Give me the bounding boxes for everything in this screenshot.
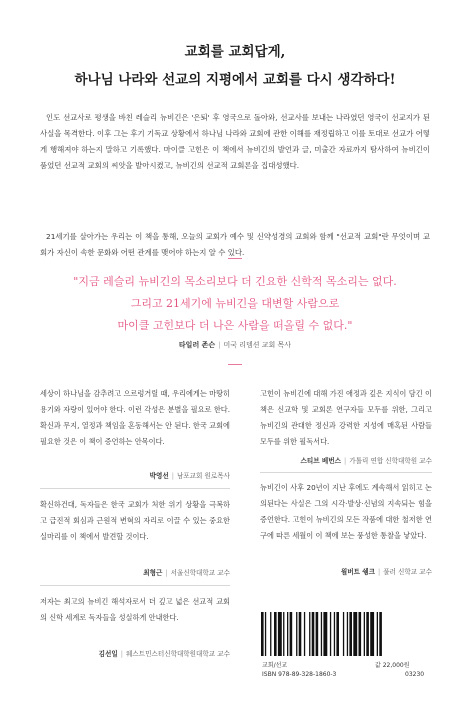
- endorsement-attribution: 윌버트 쉥크 | 풀러 신학교 교수: [340, 568, 432, 576]
- quote-line-1: "지금 레슬리 뉴비긴의 목소리보다 더 긴요한 신학적 목소리는 없다.: [73, 275, 397, 288]
- endorsement-text: 저자는 최고의 뉴비긴 해석자로서 더 깊고 넓은 선교적 교회의 신학 세계로 독자들을 성실하게 안내한다.: [40, 597, 230, 622]
- quote-top-divider: [228, 258, 242, 259]
- barcode-code: 03230: [405, 671, 425, 678]
- endorsement-affiliation: 서울신학대학교 교수: [170, 569, 230, 577]
- quote-line-2: 그리고 21세기에 뉴비긴을 대변할 사람으로: [130, 297, 340, 310]
- endorsement-attribution: 최형근 | 서울신학대학교 교수: [143, 569, 230, 577]
- quote-author: 타일러 존슨: [178, 341, 216, 349]
- intro-paragraph-1: 인도 선교사로 평생을 바친 레슬리 뉴비긴은 '은퇴' 후 영국으로 돌아와, 선교사를 보내는 나라였던 영국이 선교지가 된 사실을 목격한다. 이후 그는 후기 기독교 상황에서 하나님 나라와 교회에 관한 이해를 재정립하고 이를 토대로 선교가 어떻게 행해져야 하는지 말하고 기록했다. 마이클 고힌은 이 책에서 뉴비긴의 발언과 글, 미출간 자료까지 탐사하여 뉴비긴이 품었던 선교적 교회의 씨앗을 발아시켰고, 뉴비긴의 선교적 교회론을 집대성했다.: [40, 113, 430, 170]
- endorsement-author: 김선일: [98, 650, 118, 658]
- barcode-image: [258, 612, 432, 656]
- headline-line1: 교회를 교회답게,: [184, 44, 286, 60]
- barcode-category: 교회/선교: [262, 662, 288, 669]
- barcode-isbn: ISBN 978-89-328-1860-3: [262, 671, 337, 678]
- endorsement-affiliation: 웨스트민스터신학대학원대학교 교수: [125, 650, 230, 658]
- endorsement-author: 최형근: [143, 569, 163, 577]
- endorsement-divider: [40, 488, 230, 489]
- endorsement-divider: [40, 585, 230, 586]
- quote-affiliation: 미국 리뎀션 교회 목사: [223, 341, 292, 349]
- endorsement-text: 세상이 하나님을 감추려고 으르렁거릴 때, 우리에게는 마땅히 용기와 자랑이 있어야 한다. 이런 각성은 분별을 필요로 한다. 확신과 무지, 열정과 책임을 혼동해서는 안 된다. 한국 교회에 필요한 것은 이 책이 증언하는 안목이다.: [40, 389, 230, 446]
- endorsement-author: 박영선: [149, 472, 169, 480]
- barcode-price: 값 22,000원: [375, 662, 410, 669]
- quote-line-3: 마이클 고힌보다 더 나은 사람을 떠올릴 수 없다.": [117, 319, 353, 332]
- quote-attribution: 타일러 존슨 | 미국 리뎀션 교회 목사: [178, 341, 292, 349]
- quote-bottom-divider: [228, 364, 242, 365]
- intro-paragraph-2: 21세기를 살아가는 우리는 이 책을 통해, 오늘의 교회가 예수 및 신약성경의 교회와 함께 "선교적 교회"란 무엇이며 교회가 자신이 속한 문화와 어떤 관계를 맺어야 하는지 알 수 있다.: [40, 232, 430, 257]
- endorsement-divider: [260, 472, 432, 473]
- endorsement-affiliation: 풀러 신학교 교수: [383, 568, 432, 576]
- endorsement-attribution: 김선일 | 웨스트민스터신학대학원대학교 교수: [98, 650, 230, 658]
- endorsement-text: 뉴비긴이 사후 20년이 지난 후에도 계속해서 읽히고 논의된다는 사실은 그의 시각·발상·신념의 지속되는 힘을 증언한다. 고힌이 뉴비긴의 모든 작품에 대한 철저한 연구에 따른 세월이 이 책에 보는 풍성한 통찰을 낳았다.: [260, 483, 432, 540]
- endorsement-author: 스티브 베번스: [300, 457, 342, 465]
- endorsement-affiliation: 남포교회 원로목사: [176, 472, 230, 480]
- endorsement-text: 고힌이 뉴비긴에 대해 가진 애정과 깊은 지식이 담긴 이 책은 신교학 및 교회론 연구자들 모두를 위한, 그리고 뉴비긴의 관대한 정신과 강력한 지성에 매혹된 사람들 모두를 위한 필독서다.: [260, 389, 432, 446]
- endorsement-author: 윌버트 쉥크: [340, 568, 375, 576]
- endorsement-text: 확신하건대, 독자들은 한국 교회가 처한 위기 상황을 극복하고 급진적 회심과 근원적 변혁의 자리로 이끌 수 있는 중요한 실마리를 이 책에서 발견할 것이다.: [40, 500, 230, 541]
- endorsement-attribution: 박영선 | 남포교회 원로목사: [149, 472, 230, 480]
- endorsement-affiliation: 가톨릭 연합 신학대학원 교수: [349, 457, 432, 465]
- endorsement-attribution: 스티브 베번스 | 가톨릭 연합 신학대학원 교수: [300, 457, 432, 465]
- headline-line2: 하나님 나라와 선교의 지평에서 교회를 다시 생각하다!: [74, 72, 396, 88]
